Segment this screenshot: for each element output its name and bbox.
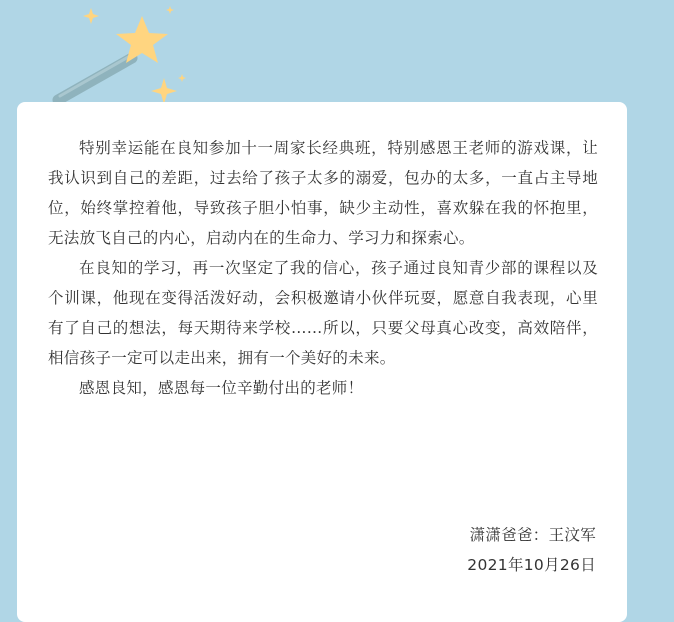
signature-author: 潇潇爸爸：王汶军 <box>469 526 596 544</box>
letter-paragraph-1: 特别幸运能在良知参加十一周家长经典班，特别感恩王老师的游戏课，让我认识到自己的差距，过去给了孩子太多的溺爱，包办的太多，一直占主导地位，始终掌控着他，导致孩子胆小怕事，缺少主动性，喜欢躲在我的怀抱里，无法放飞自己的内心，启动内在的生命力、学习力和探索心。 <box>48 139 598 247</box>
letter-body <box>48 133 598 403</box>
signature-block <box>467 520 596 580</box>
letter-paragraph-3: 感恩良知，感恩每一位辛勤付出的老师！ <box>79 379 364 397</box>
signature-date: 2021年10月26日 <box>467 556 596 574</box>
letter-paragraph-2: 在良知的学习，再一次坚定了我的信心，孩子通过良知青少部的课程以及个训课，他现在变得活泼好动，会积极邀请小伙伴玩耍，愿意自我表现，心里有了自己的想法，每天期待来学校……所以，只要父母真心改变，高效陪伴，相信孩子一定可以走出来，拥有一个美好的未来。 <box>48 259 598 367</box>
